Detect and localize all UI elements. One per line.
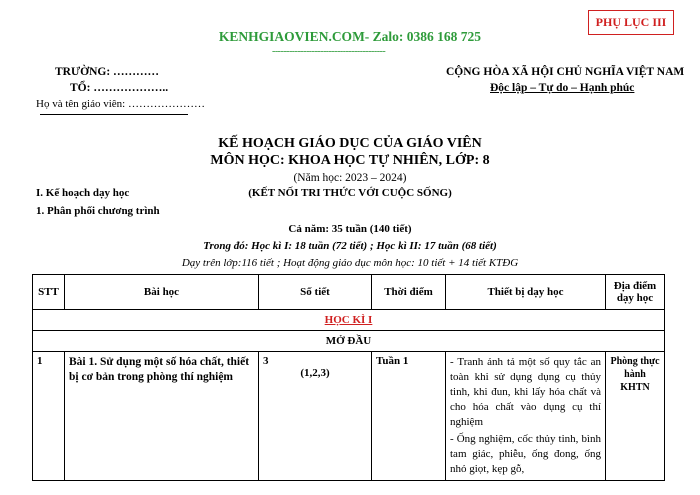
subject-title: MÔN HỌC: KHOA HỌC TỰ NHIÊN, LỚP: 8 [210, 153, 490, 168]
table-row [33, 352, 665, 481]
table-header-row [33, 275, 665, 310]
cell-equipment [446, 352, 606, 481]
class-activities: Dạy trên lớp:116 tiết ; Hoạt động giáo dục môn học: 10 tiết + 14 tiết KTĐG [181, 257, 519, 269]
cell-location: Phòng thực hành KHTN [606, 352, 665, 481]
cell-time: Tuần 1 [372, 352, 446, 481]
header-time: Thời điểm [372, 275, 446, 310]
cell-stt: 1 [33, 352, 65, 481]
website-banner: KENHGIAOVIEN.COM- Zalo: 0386 168 725 [218, 29, 482, 44]
section-distribution: 1. Phân phối chương trình [36, 205, 160, 217]
section-plan: I. Kế hoạch dạy học [36, 187, 130, 199]
header-lesson: Bài học [65, 275, 259, 310]
teacher-underline [40, 114, 188, 115]
semester-row [33, 310, 665, 331]
teacher-line: Họ và tên giáo viên: ………………… [36, 98, 205, 110]
periods-count: 3 [263, 355, 269, 367]
semester-label: HỌC KÌ I [324, 314, 373, 326]
book-series: (KẾT NỐI TRI THỨC VỚI CUỘC SỐNG) [248, 187, 452, 199]
appendix-label: PHỤ LỤC III [588, 10, 674, 35]
website-underline: ---------------------------------------- [272, 46, 386, 57]
period-ids: (1,2,3) [300, 367, 330, 379]
header-equipment: Thiết bị dạy học [446, 275, 606, 310]
equipment-item-1: - Tranh ảnh tả một số quy tắc an toàn khi sử dụng dụng cụ thủy tinh, khi đun, khi lấy hóa chất và cho hóa chất vào dụng cụ thí nghiệm [450, 356, 601, 428]
year-total: Cả năm: 35 tuần (140 tiết) [288, 223, 412, 235]
republic-heading: CỘNG HÒA XÃ HỘI CHỦ NGHĨA VIỆT NAM [446, 66, 685, 78]
header-periods: Số tiết [259, 275, 372, 310]
group-line: TỔ: ……………….. [70, 82, 169, 94]
cell-lesson: Bài 1. Sử dụng một số hóa chất, thiết bị cơ bản trong phòng thí nghiệm [65, 352, 259, 481]
motto: Độc lập – Tự do – Hạnh phúc [490, 82, 635, 94]
school-line: TRƯỜNG: ………… [55, 66, 160, 78]
equipment-item-2: - Ống nghiệm, cốc thủy tinh, bình tam giác, phiễu, ống đong, ống nhỏ giọt, kẹp gỗ, [450, 433, 601, 475]
cell-periods [259, 352, 372, 481]
semester-split: Trong đó: Học kì I: 18 tuần (72 tiết) ; Học kì II: 17 tuần (68 tiết) [203, 240, 497, 252]
curriculum-table [32, 274, 665, 481]
header-location: Địa điểm dạy học [606, 275, 665, 310]
plan-title: KẾ HOẠCH GIÁO DỤC CỦA GIÁO VIÊN [218, 136, 482, 151]
school-year: (Năm học: 2023 – 2024) [293, 172, 407, 184]
header-stt: STT [33, 275, 65, 310]
section-row: MỞ ĐẦU [33, 331, 665, 352]
